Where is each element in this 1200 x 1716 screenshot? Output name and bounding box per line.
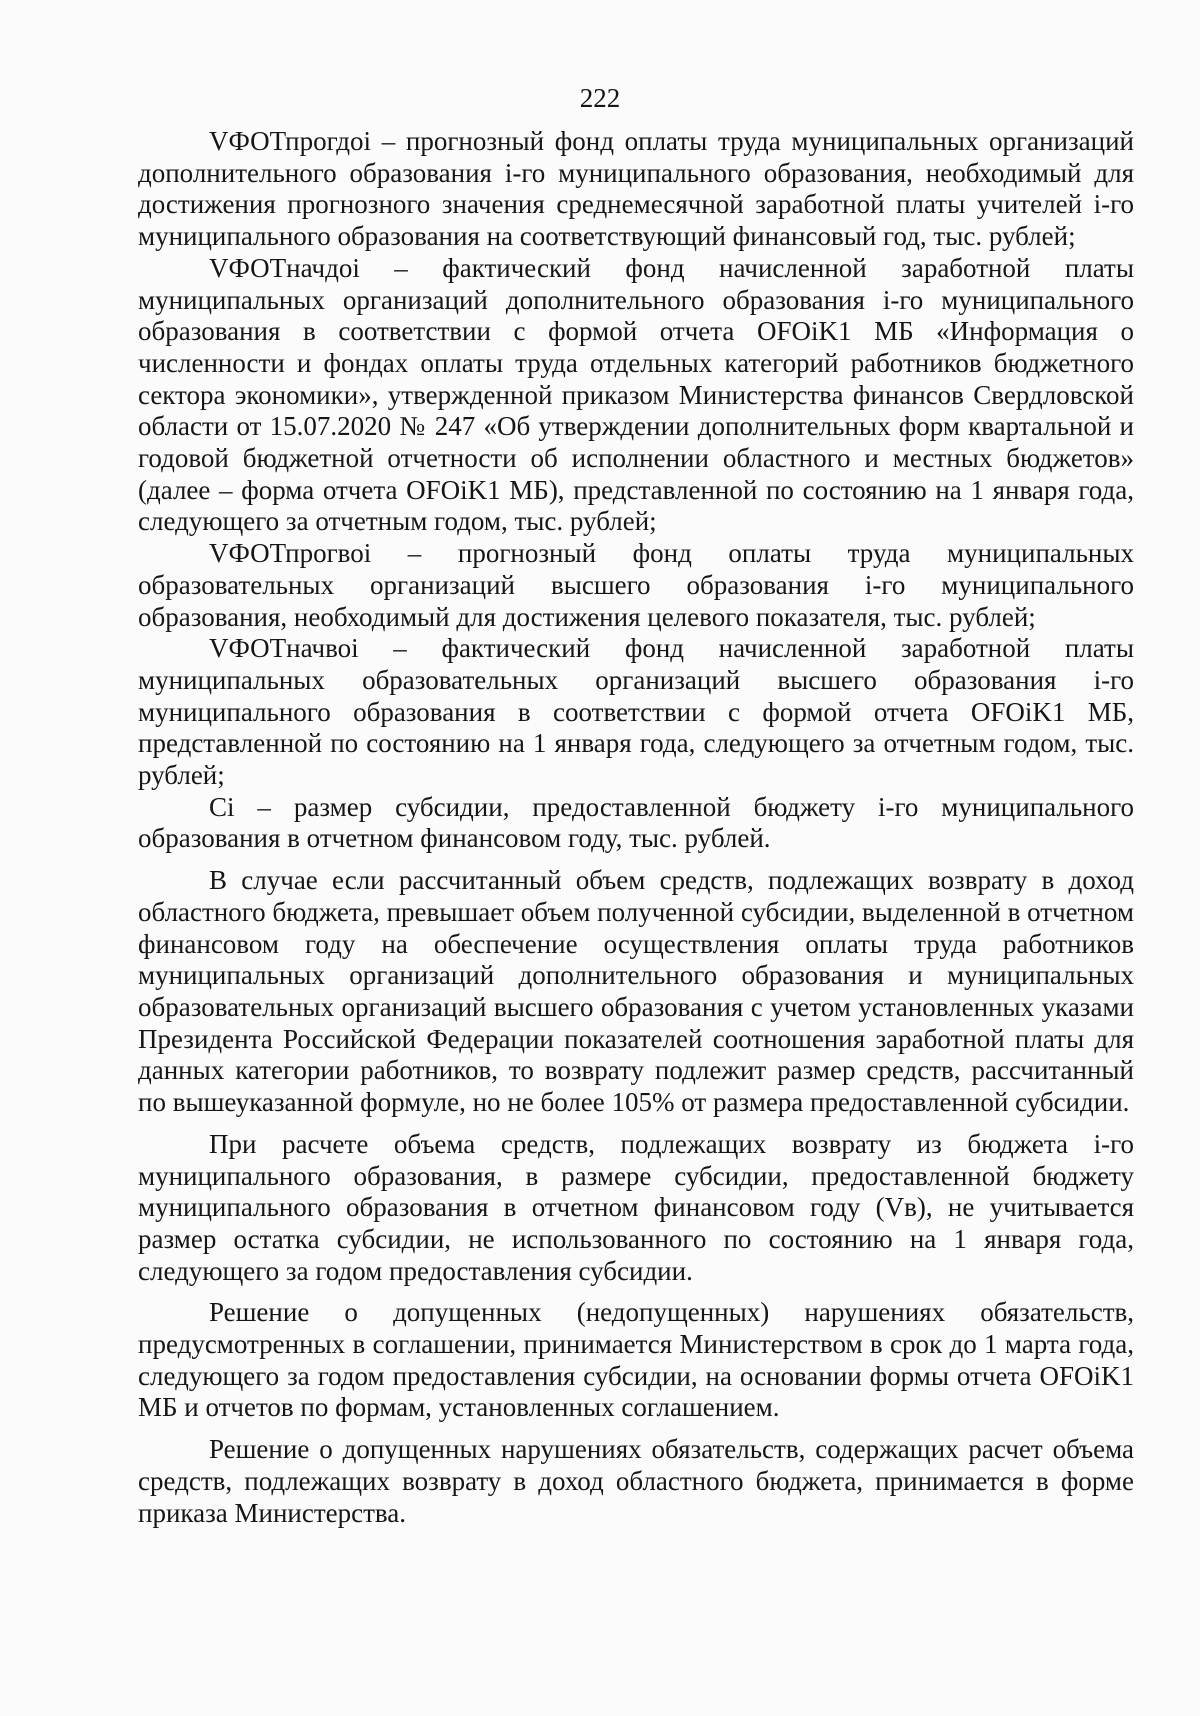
paragraph-decision-form: Решение о допущенных нарушениях обязательств, содержащих расчет объема средств, подлежащих возврату в доход областного бюджета, принимается в форме приказа Министерства. [138,1434,1134,1528]
paragraph-calculation-note: При расчете объема средств, подлежащих возврату из бюджета i-го муниципального образования, в размере субсидии, предоставленной бюджету муниципального образования в отчетном финансовом году (Vв), не учитывается размер остатка субсидии, не использованного по состоянию на 1 января года, следующего за годом предоставления субсидии. [138,1128,1134,1286]
definition-ci: Ci – размер субсидии, предоставленной бюджету i-го муниципального образования в отчетном финансовом году, тыс. рублей. [138,791,1134,854]
page-number: 222 [579,83,621,113]
definition-vfot-nach-vo: VФОТначвоi – фактический фонд начисленной заработной платы муниципальных образовательных организаций высшего образования i-го муниципального образования в соответствии с формой отчета OFOiK1 МБ, представленной по состоянию на 1 января года, следующего за отчетным годом, тыс. рублей; [138,633,1134,791]
definition-vfot-nach-do: VФОТначдоi – фактический фонд начисленной заработной платы муниципальных организаций дополнительного образования i-го муниципального образования в соответствии с формой отчета OFOiK1 МБ «Информация о численности и фондах оплаты труда отдельных категорий работников бюджетного сектора экономики», утвержденной приказом Министерства финансов Свердловской области от 15.07.2020 № 247 «Об утверждении дополнительных форм квартальной и годовой бюджетной отчетности об исполнении областного и местных бюджетов» (далее – форма отчета OFOiK1 МБ), представленной по состоянию на 1 января года, следующего за отчетным годом, тыс. рублей; [138,252,1134,537]
document-body [138,126,1134,1529]
paragraph-return-limit: В случае если рассчитанный объем средств, подлежащих возврату в доход областного бюджета, превышает объем полученной субсидии, выделенной в отчетном финансовом году на обеспечение осуществления оплаты труда работников муниципальных организаций дополнительного образования и муниципальных образовательных организаций высшего образования с учетом установленных указами Президента Российской Федерации показателей соотношения заработной платы для данных категории работников, то возврату подлежит размер средств, рассчитанный по вышеуказанной формуле, но не более 105% от размера предоставленной субсидии. [138,865,1134,1118]
paragraph-decision-deadline: Решение о допущенных (недопущенных) нарушениях обязательств, предусмотренных в соглашении, принимается Министерством в срок до 1 марта года, следующего за годом предоставления субсидии, на основании формы отчета OFOiK1 МБ и отчетов по формам, установленных соглашением. [138,1297,1134,1423]
definition-vfot-prog-vo: VФОТпрогвоi – прогнозный фонд оплаты труда муниципальных образовательных организаций высшего образования i-го муниципального образования, необходимый для достижения целевого показателя, тыс. рублей; [138,538,1134,632]
definition-vfot-prog-do: VФОТпрогдоi – прогнозный фонд оплаты труда муниципальных организаций дополнительного образования i-го муниципального образования, необходимый для достижения прогнозного значения среднемесячной заработной платы учителей i-го муниципального образования на соответствующий финансовый год, тыс. рублей; [138,126,1134,252]
